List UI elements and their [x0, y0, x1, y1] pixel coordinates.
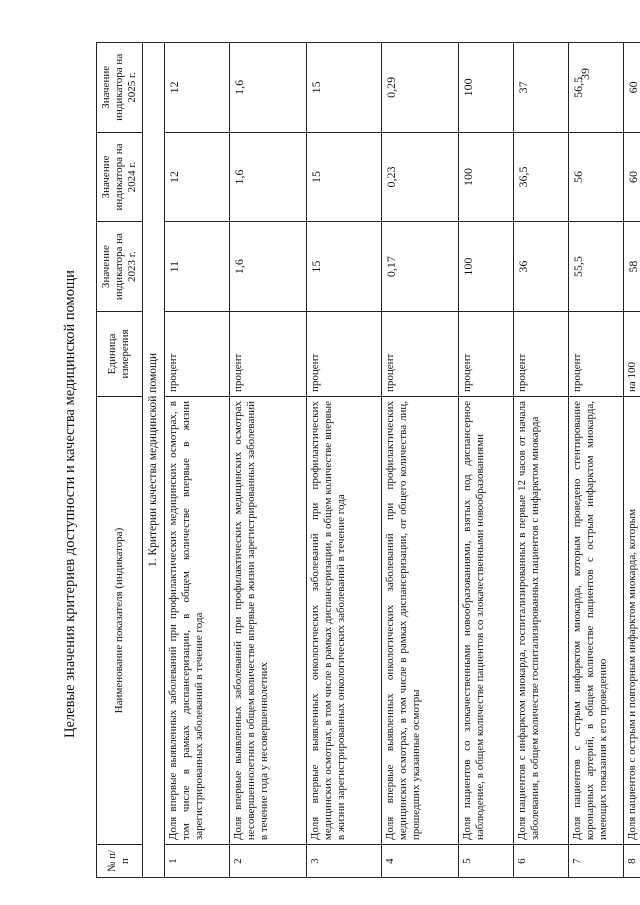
table-row: [569, 43, 624, 878]
row-num: 2: [230, 845, 307, 878]
section-title: 1. Критерии качества медицинской помощи: [142, 43, 165, 878]
row-name: Доля впервые выявленных онкологических заболеваний при профилактических медицинских осмотрах, в том числе в рамках диспансеризации, от общего количества лиц, прошедших указанные осмотры: [382, 396, 459, 844]
row-value-2023: 100: [459, 222, 514, 312]
row-name: Доля впервые выявленных заболеваний при профилактических медицинских осмотрах несовершеннолетних в общем количестве впервые в жизни зарегистрированных заболеваний в течение года у несовершеннолетних: [230, 396, 307, 844]
section-row: [142, 43, 165, 878]
row-value-2024: 56: [569, 132, 624, 222]
row-value-2023: 1,6: [230, 222, 307, 312]
row-value-2023: 58: [624, 222, 640, 312]
row-value-2023: 11: [165, 222, 230, 312]
header-2023: Значение индикатора на 2023 г.: [97, 222, 143, 312]
row-name: Доля впервые выявленных онкологических заболеваний при профилактических медицинских осмотрах, в том числе в рамках диспансеризации, в общем количестве впервые в жизни зарегистрированных онкологических заболеваний в течение года: [307, 396, 382, 844]
row-num: 3: [307, 845, 382, 878]
table-row: [382, 43, 459, 878]
row-name: Доля пациентов с инфарктом миокарда, госпитализированных в первые 12 часов от начала заболевания, в общем количестве госпитализированных пациентов с инфарктом миокарда: [514, 396, 569, 844]
row-value-2024: 15: [307, 132, 382, 222]
row-num: 7: [569, 845, 624, 878]
row-value-2023: 15: [307, 222, 382, 312]
row-value-2025: 100: [459, 43, 514, 133]
document-title: Целевые значения критериев доступности и качества медицинской помощи: [62, 270, 78, 738]
table-row: [230, 43, 307, 878]
header-num: № п/п: [97, 845, 143, 878]
row-num: 5: [459, 845, 514, 878]
row-value-2024: 100: [459, 132, 514, 222]
row-num: 1: [165, 845, 230, 878]
table-row: [459, 43, 514, 878]
row-unit: процент: [230, 311, 307, 396]
table-row: [165, 43, 230, 878]
row-name: Доля впервые выявленных заболеваний при профилактических медицинских осмотрах, в том числе в рамках диспансеризации, в общем количестве впервые в жизни зарегистрированных заболеваний в течение года: [165, 396, 230, 844]
row-name: Доля пациентов со злокачественными новообразованиями, взятых под диспансерное наблюдение, в общем количестве пациентов со злокачественными новообразованиями: [459, 396, 514, 844]
row-unit: процент: [514, 311, 569, 396]
row-value-2024: 60: [624, 132, 640, 222]
row-value-2024: 1,6: [230, 132, 307, 222]
row-name: Доля пациентов с острым инфарктом миокарда, которым проведено стентирование коронарных артерий, в общем количестве пациентов с острым инфарктом миокарда, имеющих показания к его проведению: [569, 396, 624, 844]
indicator-table: [96, 42, 640, 878]
row-num: 8: [624, 845, 640, 878]
table-row: [624, 43, 640, 878]
row-value-2025: 56,5: [569, 43, 624, 133]
row-value-2025: 12: [165, 43, 230, 133]
row-unit: процент: [165, 311, 230, 396]
row-value-2025: 1,6: [230, 43, 307, 133]
table-row: [307, 43, 382, 878]
header-2024: Значение индикатора на 2024 г.: [97, 132, 143, 222]
row-value-2025: 37: [514, 43, 569, 133]
row-value-2023: 55,5: [569, 222, 624, 312]
row-unit: процент: [307, 311, 382, 396]
table-row: [514, 43, 569, 878]
row-value-2025: 15: [307, 43, 382, 133]
row-unit: процент: [459, 311, 514, 396]
row-unit: на 100: [624, 311, 640, 396]
table-header-row: [97, 43, 143, 878]
row-num: 4: [382, 845, 459, 878]
row-value-2023: 0,17: [382, 222, 459, 312]
row-value-2023: 36: [514, 222, 569, 312]
row-unit: процент: [382, 311, 459, 396]
row-value-2024: 0,23: [382, 132, 459, 222]
row-value-2025: 60: [624, 43, 640, 133]
row-value-2024: 12: [165, 132, 230, 222]
row-unit: процент: [569, 311, 624, 396]
header-2025: Значение индикатора на 2025 г.: [97, 43, 143, 133]
row-num: 6: [514, 845, 569, 878]
header-name: Наименование показателя (индикатора): [97, 396, 143, 844]
row-value-2025: 0,29: [382, 43, 459, 133]
rotated-content: [0, 18, 640, 888]
row-value-2024: 36,5: [514, 132, 569, 222]
header-unit: Единица измерения: [97, 311, 143, 396]
page-number: 39: [578, 68, 592, 80]
row-name: Доля пациентов с острым и повторным инфарктом миокарда, которым: [624, 396, 640, 844]
